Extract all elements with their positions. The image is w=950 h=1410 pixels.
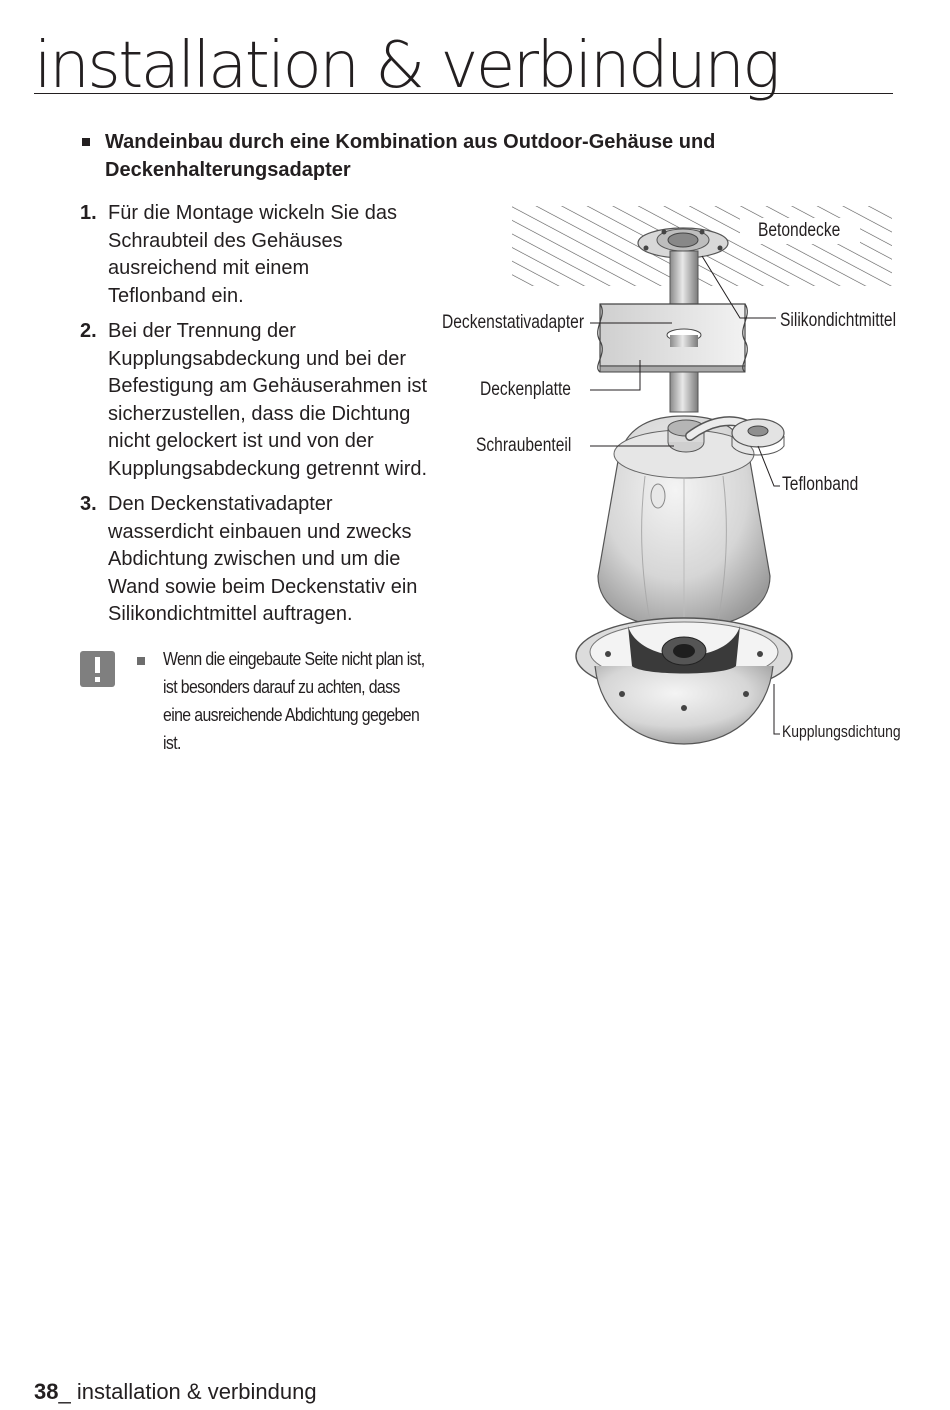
title-divider [34,93,893,94]
label-silikondichtmittel: Silikondichtmittel [780,310,897,331]
step-1 [80,200,440,310]
step-number: 3. [80,493,97,515]
step-text: Den Deckenstativadapter wasserdicht einbauen und zwecks Abdichtung zwischen und um die Wand sowie beim Deckenstativ ein Silikondichtmittel auftragen. [108,493,418,625]
footer-separator: _ [58,1379,77,1404]
step-text: Für die Montage wickeln Sie das Schraubteil des Gehäuses ausreichend mit einem Teflonband ein. [108,202,398,307]
label-betondecke: Betondecke [758,220,841,241]
label-teflonband: Teflonband [782,474,859,495]
note-bullet-icon [137,657,145,665]
section-heading-text: Wandeinbau durch eine Kombination aus Outdoor-Gehäuse und Deckenhalterungsadapter [105,131,716,181]
steps-list [80,200,440,637]
square-bullet-icon [82,138,90,146]
note-text: Wenn die eingebaute Seite nicht plan ist, ist besonders darauf zu achten, dass eine ausreichende Abdichtung gegeben ist. [163,649,425,753]
step-2 [80,318,440,483]
step-text: Bei der Trennung der Kupplungsabdeckung und bei der Befestigung am Gehäuserahmen ist sicherzustellen, dass die Dichtung nicht gelockert ist und von der Kupplungsabdeckung getrennt wird. [108,320,428,480]
label-deckenplatte: Deckenplatte [480,379,571,400]
page-title: installation & verbindung [34,29,779,103]
footer-section: installation & verbindung [76,1379,317,1404]
step-number: 2. [80,320,97,342]
label-schraubenteil: Schraubenteil [476,435,572,456]
label-kupplungsdichtung: Kupplungsdichtung [782,722,901,741]
step-3 [80,491,440,629]
installation-diagram [440,196,910,756]
page-number: 38 [34,1379,59,1404]
step-number: 1. [80,202,97,224]
page-footer [34,1378,317,1406]
section-heading [80,128,820,184]
caution-icon [80,651,115,687]
label-deckenstativadapter: Deckenstativadapter [442,312,585,333]
